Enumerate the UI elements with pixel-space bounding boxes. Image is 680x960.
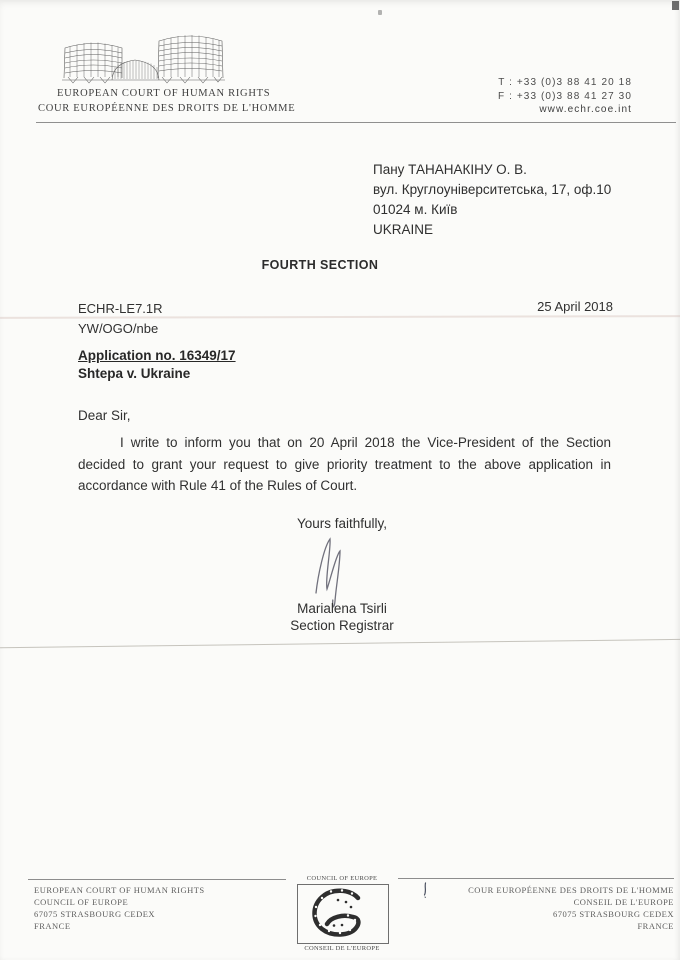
footer-right-line: 67075 STRASBOURG CEDEX — [552, 909, 674, 919]
echr-building-logo-icon — [62, 33, 226, 85]
footer-divider-left — [28, 879, 286, 880]
footer-address-left — [34, 884, 205, 932]
footer-right-line: COUR EUROPÉENNE DES DROITS DE L'HOMME — [468, 885, 674, 895]
fax-number: F : +33 (0)3 88 41 27 30 — [498, 90, 632, 102]
footer-left-line: 67075 STRASBOURG CEDEX — [34, 909, 156, 919]
salutation: Dear Sir, — [78, 408, 131, 423]
website-url: www.echr.coe.int — [539, 104, 632, 115]
footer-left-line: COUNCIL OF EUROPE — [34, 897, 129, 907]
coe-label-english: COUNCIL OF EUROPE — [306, 875, 378, 882]
coe-label-french: CONSEIL DE L'EUROPE — [304, 945, 380, 952]
recipient-address — [373, 160, 611, 240]
footer-left-line: EUROPEAN COURT OF HUMAN RIGHTS — [34, 885, 205, 895]
scan-speck — [378, 10, 382, 15]
letter-body-paragraph: I write to inform you that on 20 April 2018 the Vice-President of the Section decided to grant your request to give priority treatment to the above application in accordance with Rule 41 of the Rules of Court. — [78, 435, 611, 493]
section-title: FOURTH SECTION — [261, 258, 379, 272]
contact-block — [420, 76, 632, 117]
footer-right-line: FRANCE — [637, 921, 674, 931]
phone-number: T : +33 (0)3 88 41 20 18 — [498, 77, 632, 88]
footer-address-right — [400, 884, 674, 932]
recipient-name: Пану ТАНАНАКІНУ О. В. — [373, 162, 527, 177]
reference-block — [78, 299, 163, 339]
closing-phrase: Yours faithfully, — [297, 516, 388, 531]
footer-left-line: FRANCE — [34, 921, 71, 931]
scan-corner-mark — [672, 1, 679, 10]
footer-divider-right — [398, 878, 674, 879]
footer-right-line: CONSEIL DE L'EUROPE — [573, 897, 674, 907]
paper-fold-crease-lower — [0, 639, 680, 649]
org-name-french: COUR EUROPÉENNE DES DROITS DE L'HOMME — [38, 103, 296, 114]
case-name: Shtepa v. Ukraine — [78, 366, 191, 381]
signer-name: Marialena Tsirli — [297, 601, 387, 616]
recipient-city: 01024 м. Київ — [373, 202, 458, 217]
letter-date: 25 April 2018 — [537, 299, 613, 314]
reference-initials: YW/OGO/nbe — [78, 321, 159, 336]
recipient-street: вул. Круглоуніверситетська, 17, оф.10 — [373, 182, 612, 197]
signer-title: Section Registrar — [290, 618, 394, 633]
reference-code: ECHR-LE7.1R — [78, 301, 163, 316]
header-divider — [36, 122, 676, 123]
application-number: Application no. 16349/17 — [78, 348, 236, 363]
recipient-country: UKRAINE — [373, 222, 434, 237]
council-of-europe-logo-icon — [297, 884, 389, 944]
org-name-english: EUROPEAN COURT OF HUMAN RIGHTS — [57, 88, 271, 99]
